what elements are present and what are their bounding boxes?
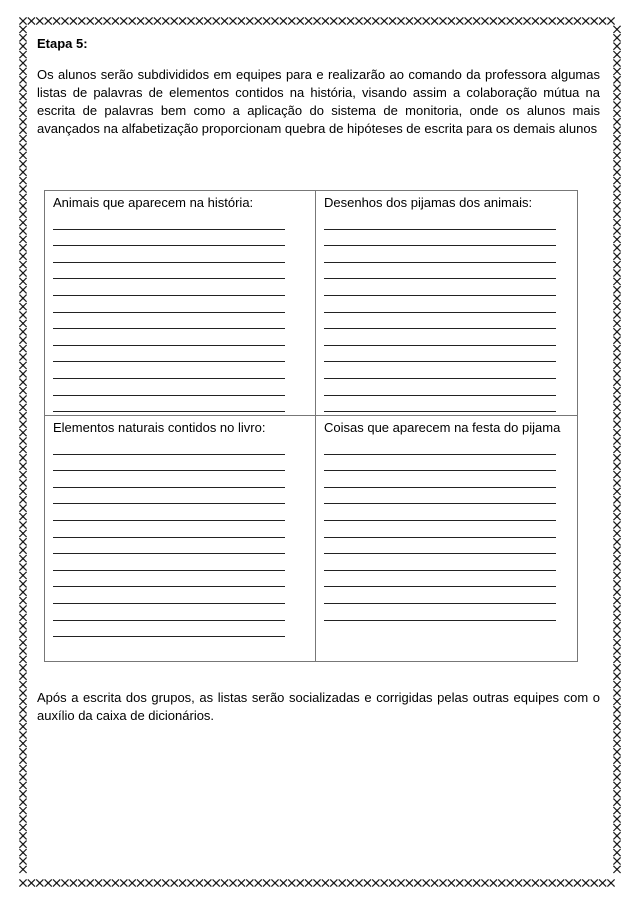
writing-line bbox=[53, 621, 285, 638]
cell-party-things-title: Coisas que aparecem na festa do pijama bbox=[324, 420, 561, 435]
cell-pajama-drawings-title: Desenhos dos pijamas dos animais: bbox=[324, 195, 533, 210]
writing-line bbox=[53, 263, 285, 280]
writing-lines-natural-elements bbox=[53, 438, 307, 637]
cell-animals-title: Animais que aparecem na história: bbox=[53, 195, 254, 210]
writing-line bbox=[324, 504, 556, 521]
closing-paragraph: Após a escrita dos grupos, as listas serão socializadas e corrigidas pelas outras equipes com o auxílio da caixa de dicionários. bbox=[37, 690, 600, 723]
writing-line bbox=[324, 230, 556, 247]
writing-line bbox=[324, 313, 556, 330]
cell-natural-elements-title: Elementos naturais contidos no livro: bbox=[53, 420, 266, 435]
writing-line bbox=[53, 329, 285, 346]
word-list-table bbox=[44, 190, 578, 662]
writing-line bbox=[53, 438, 285, 455]
writing-line bbox=[53, 471, 285, 488]
step-heading: Etapa 5: bbox=[37, 36, 88, 51]
writing-line bbox=[324, 213, 556, 230]
writing-line bbox=[53, 571, 285, 588]
writing-line bbox=[324, 604, 556, 621]
writing-line bbox=[53, 604, 285, 621]
writing-line bbox=[53, 396, 285, 413]
writing-line bbox=[324, 438, 556, 455]
writing-line bbox=[53, 246, 285, 263]
writing-line bbox=[324, 379, 556, 396]
writing-line bbox=[53, 379, 285, 396]
writing-lines-animals bbox=[53, 213, 307, 412]
writing-line bbox=[324, 538, 556, 555]
writing-line bbox=[53, 313, 285, 330]
writing-line bbox=[324, 346, 556, 363]
writing-line bbox=[53, 362, 285, 379]
writing-line bbox=[53, 554, 285, 571]
writing-line bbox=[53, 296, 285, 313]
writing-line bbox=[324, 279, 556, 296]
writing-line bbox=[53, 279, 285, 296]
writing-line bbox=[53, 521, 285, 538]
writing-line bbox=[324, 471, 556, 488]
writing-line bbox=[324, 554, 556, 571]
writing-line bbox=[324, 488, 556, 505]
writing-line bbox=[324, 521, 556, 538]
writing-line bbox=[53, 538, 285, 555]
writing-lines-pajama-drawings bbox=[324, 213, 569, 412]
writing-line bbox=[324, 571, 556, 588]
cell-natural-elements bbox=[45, 415, 315, 661]
writing-line bbox=[324, 329, 556, 346]
writing-line bbox=[53, 213, 285, 230]
writing-line bbox=[324, 296, 556, 313]
writing-line bbox=[324, 396, 556, 413]
writing-line bbox=[324, 362, 556, 379]
writing-lines-party-things bbox=[324, 438, 569, 621]
writing-line bbox=[53, 230, 285, 247]
writing-line bbox=[53, 587, 285, 604]
cell-animals bbox=[45, 191, 315, 415]
writing-line bbox=[324, 246, 556, 263]
writing-line bbox=[53, 346, 285, 363]
text-content bbox=[37, 36, 600, 138]
writing-line bbox=[53, 488, 285, 505]
cell-pajama-drawings bbox=[315, 191, 577, 415]
writing-line bbox=[53, 504, 285, 521]
writing-line bbox=[324, 455, 556, 472]
writing-line bbox=[324, 587, 556, 604]
intro-paragraph: Os alunos serão subdivididos em equipes para e realizarão ao comando da professora algumas listas de palavras de elementos contidos na história, visando assim a colaboração mútua na escrita de palavras bem como a aplicação do sistema de monitoria, onde os alunos mais avançados na alfabetização proporcionam quebra de hipóteses de escrita para os demais alunos bbox=[37, 67, 600, 136]
writing-line bbox=[324, 263, 556, 280]
writing-line bbox=[53, 455, 285, 472]
cell-party-things bbox=[315, 415, 577, 661]
